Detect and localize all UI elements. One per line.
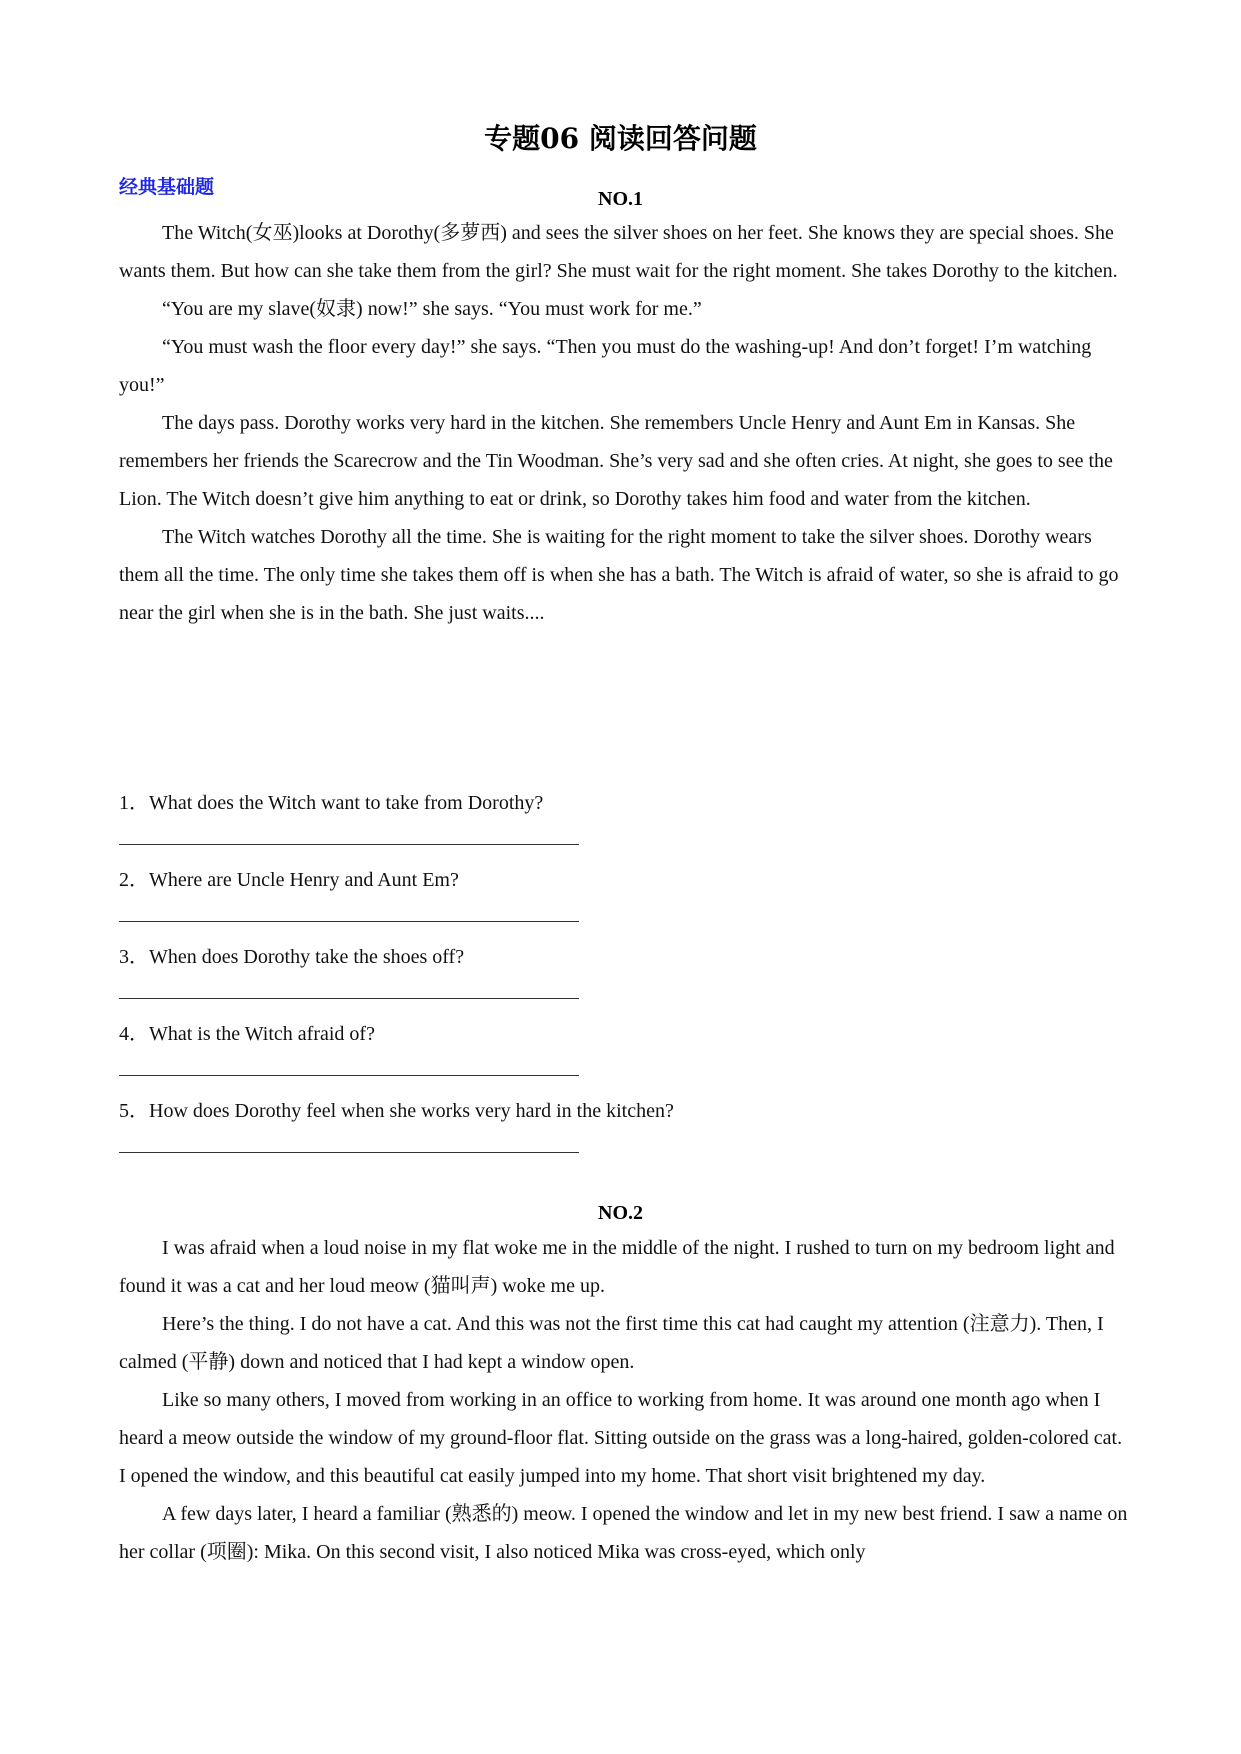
section-label: 经典基础题 xyxy=(119,176,215,198)
passage-no2 xyxy=(119,1229,1129,1571)
question-3: 3．When does Dorothy take the shoes off? xyxy=(119,946,465,968)
paragraph: “You are my slave(奴隶) now!” she says. “You must work for me.” xyxy=(162,298,702,320)
passage-no1 xyxy=(119,214,1129,632)
answer-line-1[interactable] xyxy=(119,844,579,845)
paragraph: I was afraid when a loud noise in my flat woke me in the middle of the night. I rushed to turn on my bedroom light and found it was a cat and her loud meow (猫叫声) woke me up. xyxy=(119,1237,1115,1297)
question-4: 4．What is the Witch afraid of? xyxy=(119,1023,375,1045)
paragraph: “You must wash the floor every day!” she says. “Then you must do the washing-up! And don’t forget! I’m watching you!” xyxy=(119,336,1092,396)
paragraph: Like so many others, I moved from working in an office to working from home. It was around one month ago when I heard a meow outside the window of my ground-floor flat. Sitting outside on the grass was a long-haired, golden-colored cat. I opened the window, and this beautiful cat easily jumped into my home. That short visit brightened my day. xyxy=(119,1389,1123,1487)
paragraph: The Witch watches Dorothy all the time. She is waiting for the right moment to take the silver shoes. Dorothy wears them all the time. The only time she takes them off is when she has a bath. The Witch is afraid of water, so she is afraid to go near the girl when she is in the bath. She just waits.... xyxy=(119,526,1119,624)
answer-line-3[interactable] xyxy=(119,998,579,999)
answer-line-2[interactable] xyxy=(119,921,579,922)
paragraph: The Witch(女巫)looks at Dorothy(多萝西) and sees the silver shoes on her feet. She knows they are special shoes. She wants them. But how can she take them from the girl? She must wait for the right moment. She takes Dorothy to the kitchen. xyxy=(119,222,1118,282)
question-1: 1．What does the Witch want to take from Dorothy? xyxy=(119,792,544,814)
question-5: 5．How does Dorothy feel when she works very hard in the kitchen? xyxy=(119,1100,674,1122)
passage-heading-no2: NO.2 xyxy=(598,1202,643,1224)
answer-line-5[interactable] xyxy=(119,1152,579,1153)
passage-heading-no1: NO.1 xyxy=(598,188,643,210)
paragraph: Here’s the thing. I do not have a cat. And this was not the first time this cat had caught my attention (注意力). Then, I calmed (平静) down and noticed that I had kept a window open. xyxy=(119,1313,1104,1373)
question-2: 2．Where are Uncle Henry and Aunt Em? xyxy=(119,869,459,891)
paragraph: The days pass. Dorothy works very hard in the kitchen. She remembers Uncle Henry and Aunt Em in Kansas. She remembers her friends the Scarecrow and the Tin Woodman. She’s very sad and she often cries. At night, she goes to see the Lion. The Witch doesn’t give him anything to eat or drink, so Dorothy takes him food and water from the kitchen. xyxy=(119,412,1113,510)
answer-line-4[interactable] xyxy=(119,1075,579,1076)
page-title: 专题06 阅读回答问题 xyxy=(484,122,757,155)
paragraph: A few days later, I heard a familiar (熟悉的) meow. I opened the window and let in my new best friend. I saw a name on her collar (项圈): Mika. On this second visit, I also noticed Mika was cross-eyed, which only xyxy=(119,1503,1128,1563)
